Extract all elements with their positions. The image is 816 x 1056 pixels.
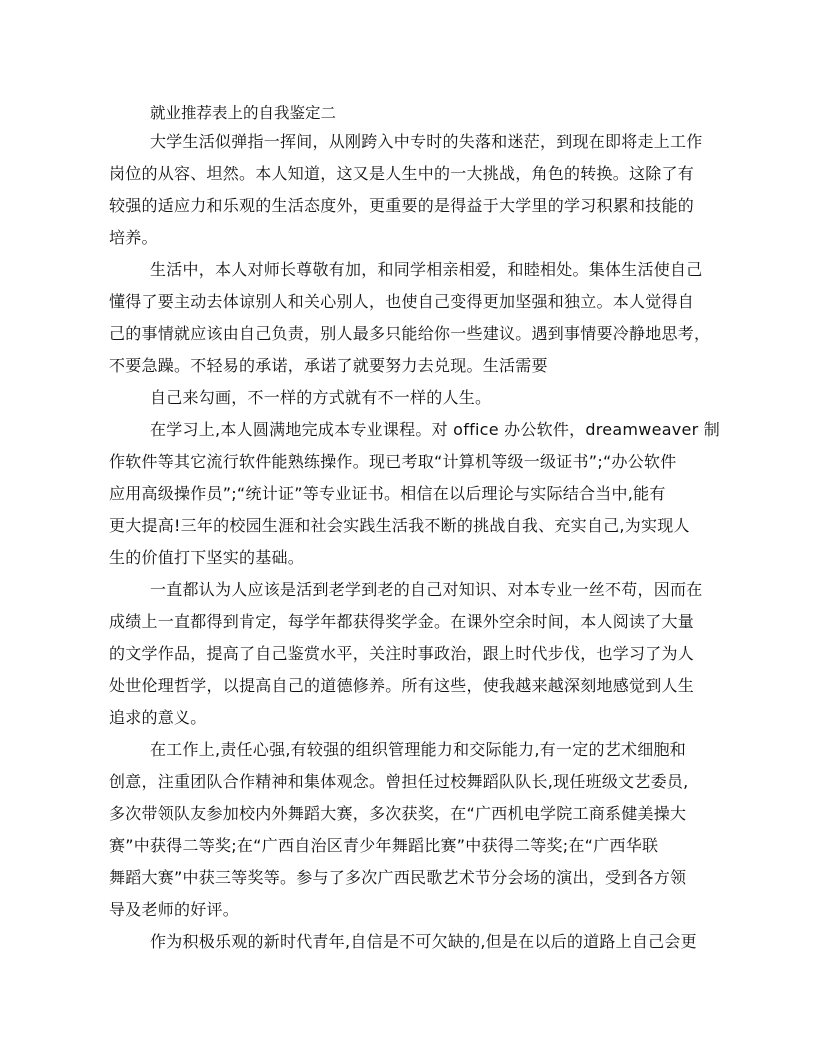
- paragraph-line: 培养。: [109, 228, 158, 247]
- document-title: 就业推荐表上的自我鉴定二: [150, 104, 337, 122]
- paragraph-line: 舞蹈大赛”中获三等奖等。参与了多次广西民歌艺术节分会场的演出，受到各方领: [109, 868, 687, 887]
- paragraph-line: 更大提高!三年的校园生涯和社会实践生活我不断的挑战自我、充实自己,为实现人: [109, 516, 690, 535]
- paragraph-line: 创意，注重团队合作精神和集体观念。曾担任过校舞蹈队队长,现任班级文艺委员,: [109, 772, 689, 791]
- paragraph-line: 懂得了要主动去体谅别人和关心别人，也使自己变得更加坚强和独立。本人觉得自: [109, 292, 695, 311]
- paragraph-line: 赛”中获得二等奖;在“广西自治区青少年舞蹈比赛”中获得二等奖;在“广西华联: [109, 836, 659, 855]
- paragraph-line: 一直都认为人应该是活到老学到老的自己对知识、对本专业一丝不苟，因而在: [150, 580, 703, 599]
- paragraph-line: 成绩上一直都得到肯定，每学年都获得奖学金。在课外空余时间，本人阅读了大量: [109, 612, 695, 631]
- paragraph-line: 作软件等其它流行软件能熟练操作。现已考取“计算机等级一级证书”;“办公软件: [109, 452, 677, 471]
- paragraph-line: 导及老师的好评。: [109, 900, 240, 919]
- paragraph-line: 较强的适应力和乐观的生活态度外，更重要的是得益于大学里的学习积累和技能的: [109, 196, 695, 215]
- paragraph-line: 的文学作品，提高了自己鉴赏水平，关注时事政治，跟上时代步伐，也学习了为人: [109, 644, 695, 663]
- paragraph-line: 在工作上,责任心强,有较强的组织管理能力和交际能力,有一定的艺术细胞和: [150, 740, 687, 759]
- paragraph-line: 己的事情就应该由自己负责，别人最多只能给你一些建议。遇到事情要冷静地思考，: [109, 324, 711, 343]
- paragraph-line: 作为积极乐观的新时代青年,自信是不可欠缺的,但是在以后的道路上自己会更: [150, 932, 697, 951]
- paragraph-line: 生活中，本人对师长尊敬有加，和同学相亲相爱，和睦相处。集体生活使自己: [150, 260, 703, 279]
- paragraph-line: 多次带领队友参加校内外舞蹈大赛，多次获奖，在“广西机电学院工商系健美操大: [109, 804, 687, 823]
- paragraph-line: 应用高级操作员”;“统计证”等专业证书。相信在以后理论与实际结合当中,能有: [109, 484, 666, 503]
- paragraph-line: 生的价值打下坚实的基础。: [109, 548, 305, 567]
- paragraph-line: 不要急躁。不轻易的承诺，承诺了就要努力去兑现。生活需要: [109, 356, 548, 375]
- paragraph-line: 自己来勾画，不一样的方式就有不一样的人生。: [150, 388, 492, 407]
- paragraph-line: 在学习上,本人圆满地完成本专业课程。对 office 办公软件，dreamweaver 制: [150, 420, 720, 439]
- paragraph-line: 岗位的从容、坦然。本人知道，这又是人生中的一大挑战，角色的转换。这除了有: [109, 164, 695, 183]
- paragraph-line: 追求的意义。: [109, 708, 207, 727]
- paragraph-line: 处世伦理哲学，以提高自己的道德修养。所有这些，使我越来越深刻地感觉到人生: [109, 676, 695, 695]
- paragraph-line: 大学生活似弹指一挥间，从刚跨入中专时的失落和迷茫，到现在即将走上工作: [150, 132, 703, 151]
